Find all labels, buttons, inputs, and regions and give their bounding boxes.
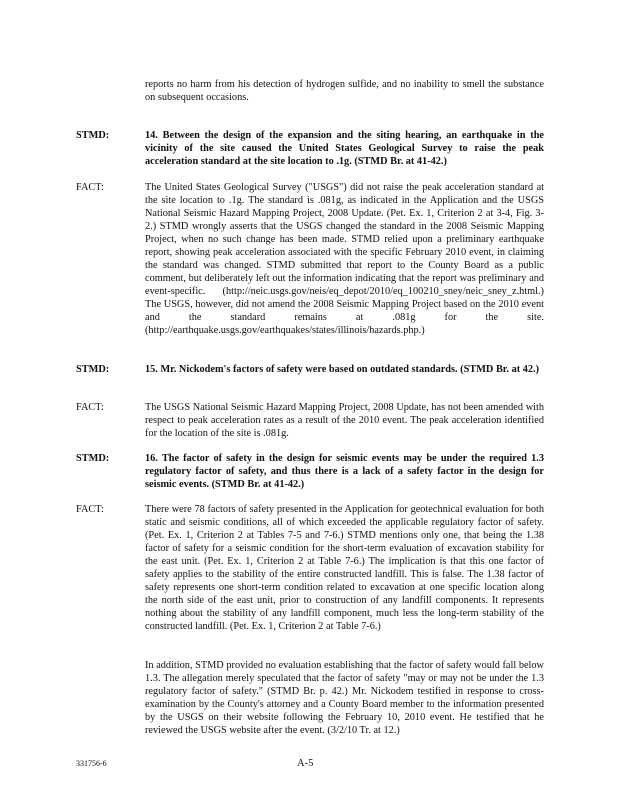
item-label-stmd-16: STMD: (76, 453, 110, 464)
item-label-fact-14: FACT: (76, 182, 104, 193)
item-label-stmd-15: STMD: (76, 364, 110, 375)
item-label-fact-16: FACT: (76, 504, 104, 515)
item-text-fact-14: The United States Geological Survey ("USGS") did not raise the peak acceleration standard at the site location to .1g. The standard is .081g, as indicated in the Application and the USGS National Seismic Hazard Mapping Project, 2008 Update. (Pet. Ex. 1, Criterion 2 at 3-4, Fig. 3-2.) STMD wrongly asserts that the USGS changed the standard in the 2008 Seismic Mapping Project, when no such change has been made. STMD relied upon a preliminary earthquake report, showing peak acceleration associated with the specific February 2010 event, in claiming the standard was changed. STMD submitted that report to the County Board as a public comment, but deliberately left out the information indicating that the report was preliminary and event-specific. (http://neic.usgs.gov/neis/eq_depot/2010/eq_100210_sney/neic_sney_z.html.) The USGS, however, did not amend the 2008 Seismic Mapping Project based on the 2010 event and the standard remains at .081g for the site. (http://earthquake.usgs.gov/earthquakes/states/illinois/hazards.php.) (145, 182, 544, 336)
closing-paragraph: In addition, STMD provided no evaluation establishing that the factor of safety would fall below 1.3. The allegation merely speculated that the factor of safety "may or may not be under the 1.3 regulatory factor of safety." (STMD Br. p. 42.) Mr. Nickodem testified in response to cross-examination by the County's attorney and a County Board member to the information presented by the USGS on their website following the February 10, 2010 event. He testified that he reviewed the USGS website after the event. (3/2/10 Tr. at 12.) (145, 660, 544, 736)
footer-document-id: 331756-6 (76, 759, 107, 768)
item-text-fact-15: The USGS National Seismic Hazard Mapping Project, 2008 Update, has not been amended with respect to peak acceleration rates as a result of the 2010 event. The peak acceleration identified for the location of the site is .081g. (145, 402, 544, 439)
item-label-stmd-14: STMD: (76, 130, 110, 141)
footer-page-number: A-5 (297, 758, 314, 769)
item-text-stmd-15: 15. Mr. Nickodem's factors of safety were based on outdated standards. (STMD Br. at 42.) (145, 364, 540, 375)
item-text-stmd-16: 16. The factor of safety in the design for seismic events may be under the required 1.3 regulatory factor of safety, and thus there is a lack of a safety factor in the design for seismic events. (STMD Br. at 41-42.) (145, 453, 544, 490)
item-text-stmd-14: 14. Between the design of the expansion and the siting hearing, an earthquake in the vicinity of the site caused the United States Geological Survey to raise the peak acceleration standard at the site location to .1g. (STMD Br. at 41-42.) (145, 130, 544, 167)
item-text-fact-16: There were 78 factors of safety presented in the Application for geotechnical evaluation for both static and seismic conditions, all of which exceeded the applicable regulatory factor of safety. (Pet. Ex. 1, Criterion 2 at Tables 7-5 and 7-6.) STMD mentions only one, that being the 1.38 factor of safety for a seismic condition for the short-term evaluation of excavation stability for the east unit. (Pet. Ex. 1, Criterion 2 at Table 7-6.) The implication is that this one factor of safety applies to the stability of the entire constructed landfill. This is false. The 1.38 factor of safety represents one short-term condition related to excavation at one specific location along the north side of the east unit, prior to construction of any landfill components. It represents nothing about the stability of any landfill component, much less the long-term stability of the constructed landfill. (Pet. Ex. 1, Criterion 2 at Table 7-6.) (145, 504, 544, 632)
intro-paragraph: reports no harm from his detection of hydrogen sulfide, and no inability to smell the substance on subsequent occasions. (145, 79, 544, 103)
item-label-fact-15: FACT: (76, 402, 104, 413)
